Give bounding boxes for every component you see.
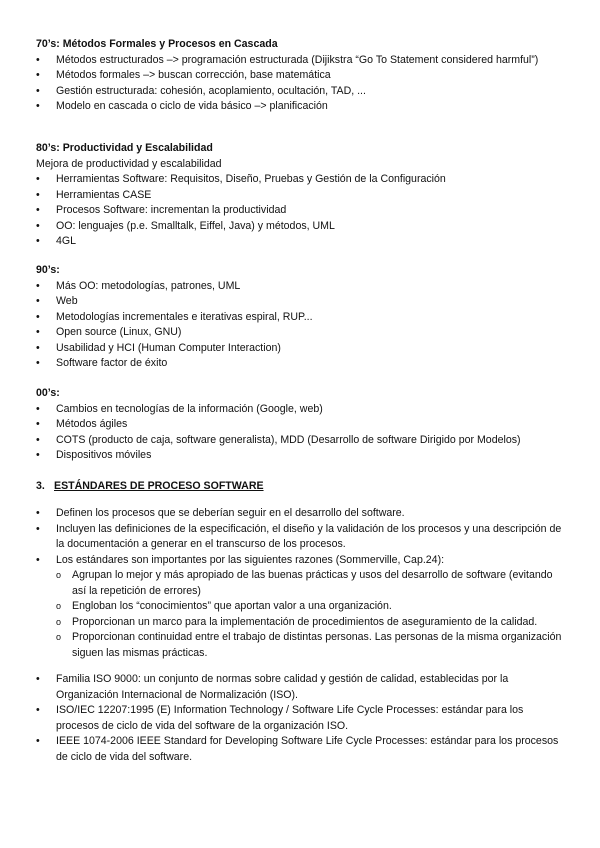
list-item: • 4GL [36, 234, 566, 250]
list-item: • Incluyen las definiciones de la especificación, el diseño y la validación de los procesos y una descripción de la documentación a generar en el transcurso de los procesos. [36, 522, 566, 553]
sub-list-item: o Engloban los “conocimientos” que aportan valor a una organización. [56, 599, 566, 615]
reasons-list [56, 568, 566, 661]
section-00s-list [36, 402, 566, 464]
list-item: • Herramientas Software: Requisitos, Diseño, Pruebas y Gestión de la Configuración [36, 172, 566, 188]
section-80s-title: 80’s: Productividad y Escalabilidad [36, 142, 213, 154]
section-90s [36, 263, 566, 372]
section-3-list [36, 506, 566, 568]
list-item: • Los estándares son importantes por las siguientes razones (Sommerville, Cap.24): [36, 553, 566, 569]
list-item: • Definen los procesos que se deberían seguir en el desarrollo del software. [36, 506, 566, 522]
list-item: • OO: lenguajes (p.e. Smalltalk, Eiffel, Java) y métodos, UML [36, 219, 566, 235]
list-item: • Métodos ágiles [36, 417, 566, 433]
section-3-body [36, 506, 566, 661]
section-80s [36, 141, 566, 250]
section-90s-list [36, 279, 566, 372]
list-item: • Métodos formales –> buscan corrección, base matemática [36, 68, 566, 84]
list-item: • Gestión estructurada: cohesión, acoplamiento, ocultación, TAD, ... [36, 84, 566, 100]
section-80s-subtitle: Mejora de productividad y escalabilidad [36, 157, 222, 170]
list-item: • Software factor de éxito [36, 356, 566, 372]
section-00s-title: 00’s: [36, 387, 60, 399]
list-item: • Open source (Linux, GNU) [36, 325, 566, 341]
list-item: • Familia ISO 9000: un conjunto de normas sobre calidad y gestión de calidad, establecidas por la Organización Internacional de Normalización (ISO). [36, 672, 566, 703]
list-item: • Cambios en tecnologías de la información (Google, web) [36, 402, 566, 418]
list-item: • Más OO: metodologías, patrones, UML [36, 279, 566, 295]
section-3-title: ESTÁNDARES DE PROCESO SOFTWARE [54, 480, 264, 492]
section-70s-list [36, 53, 566, 115]
list-item: • Web [36, 294, 566, 310]
list-item: • Usabilidad y HCI (Human Computer Interaction) [36, 341, 566, 357]
section-70s-title: 70’s: Métodos Formales y Procesos en Cascada [36, 38, 278, 50]
list-item: • Modelo en cascada o ciclo de vida básico –> planificación [36, 99, 566, 115]
list-item: • Métodos estructurados –> programación estructurada (Dijikstra “Go To Statement considered harmful”) [36, 53, 566, 69]
list-item: • Metodologías incrementales e iterativas espiral, RUP... [36, 310, 566, 326]
standards-list [36, 672, 566, 765]
section-90s-title: 90’s: [36, 264, 60, 276]
section-3-heading [36, 479, 566, 495]
list-item: • COTS (producto de caja, software generalista), MDD (Desarrollo de software Dirigido por Modelos) [36, 433, 566, 449]
list-item: • IEEE 1074-2006 IEEE Standard for Developing Software Life Cycle Processes: estándar para los procesos de ciclo de vida del software. [36, 734, 566, 765]
standards-body [36, 672, 566, 765]
section-3-number: 3. [36, 480, 45, 492]
sub-list-item: o Proporcionan continuidad entre el trabajo de distintas personas. Las personas de la misma organización siguen las mismas prácticas. [56, 630, 566, 661]
section-80s-list [36, 172, 566, 250]
list-item: • Herramientas CASE [36, 188, 566, 204]
sub-list-item: o Proporcionan un marco para la implementación de procedimientos de aseguramiento de la calidad. [56, 615, 566, 631]
list-item: • ISO/IEC 12207:1995 (E) Information Technology / Software Life Cycle Processes: estándar para los procesos de ciclo de vida del software de la organización ISO. [36, 703, 566, 734]
section-00s [36, 386, 566, 464]
list-item: • Dispositivos móviles [36, 448, 566, 464]
section-70s [36, 37, 566, 115]
list-item: • Procesos Software: incrementan la productividad [36, 203, 566, 219]
sub-list-item: o Agrupan lo mejor y más apropiado de las buenas prácticas y usos del desarrollo de software (evitando así la repetición de errores) [56, 568, 566, 599]
